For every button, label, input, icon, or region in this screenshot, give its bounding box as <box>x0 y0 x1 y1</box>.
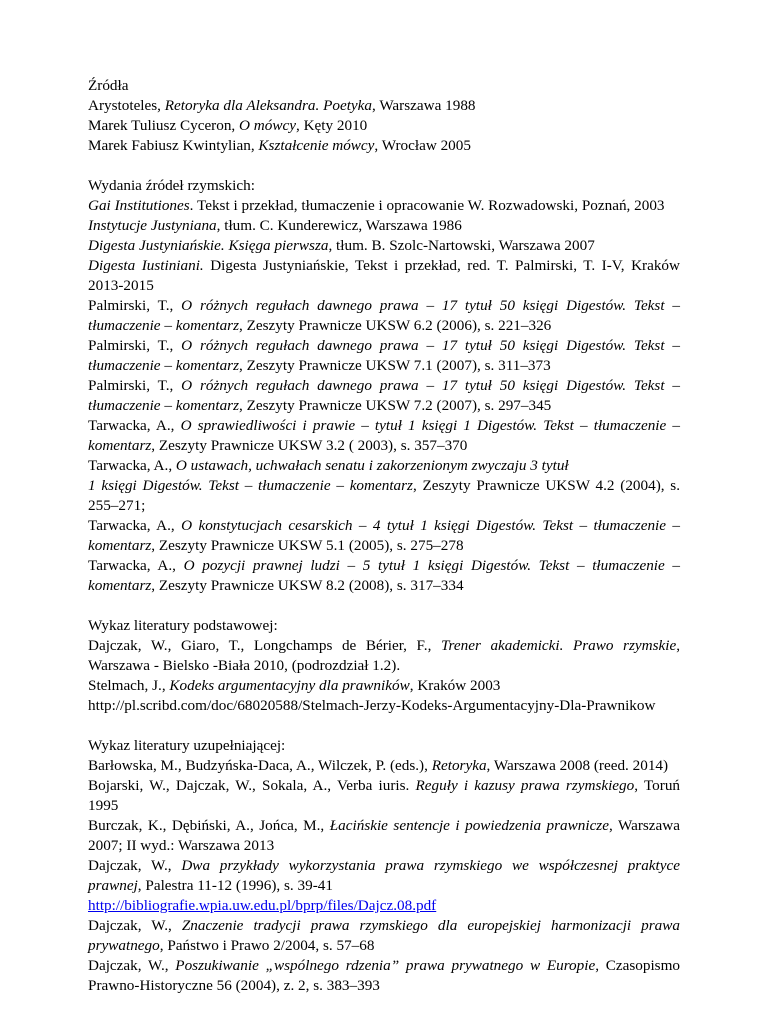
bibliography-entry <box>88 96 680 116</box>
entry-text: , Toruń 1995 <box>88 777 681 814</box>
bibliography-entry <box>88 896 680 916</box>
entry-text: Dajczak, W., <box>88 857 182 874</box>
entry-text: Dajczak, W., <box>88 917 182 934</box>
entry-title: O ustawach, uchwałach senatu i zakorzenionym zwyczaju 3 tytuł <box>175 457 569 474</box>
bibliography-entry <box>88 816 680 856</box>
entry-title: Dwa przykłady wykorzystania prawa rzymskiego we współczesnej praktyce prawnej <box>88 857 680 894</box>
entry-title: O pozycji prawnej ludzi – 5 tytuł 1 księgi Digestów. Tekst – tłumaczenie – komentarz <box>88 557 680 594</box>
entry-title: O różnych regułach dawnego prawa – 17 tytuł 50 księgi Digestów. Tekst – tłumaczenie – komentarz <box>88 297 680 334</box>
entry-text: , Warszawa 2007; II wyd.: Warszawa 2013 <box>88 817 680 854</box>
entry-text: , Zeszyty Prawnicze UKSW 7.2 (2007), s. 297–345 <box>239 397 552 414</box>
entry-text: , Czasopismo Prawno-Historyczne 56 (2004), z. 2, s. 383–393 <box>88 957 680 994</box>
entry-text: , Kraków 2003 <box>409 677 501 694</box>
entry-text: , tłum. C. Kunderewicz, Warszawa 1986 <box>216 217 462 234</box>
entry-text: , Zeszyty Prawnicze UKSW 7.1 (2007), s. 311–373 <box>239 357 551 374</box>
bibliography-entry <box>88 556 680 596</box>
entry-text: Marek Fabiusz Kwintylian, <box>88 137 259 154</box>
entry-text: Dajczak, W., Giaro, T., Longchamps de Bérier, F., <box>88 637 441 654</box>
entry-text: Stelmach, J., <box>88 677 170 694</box>
entry-text: , Państwo i Prawo 2/2004, s. 57–68 <box>159 937 375 954</box>
bibliography-entry <box>88 456 680 516</box>
bibliography-entry <box>88 756 680 776</box>
bibliography-entry <box>88 636 680 676</box>
entry-text: Digesta Justyniańskie, Tekst i przekład, red. T. Palmirski, T. I-V, Kraków 2013-2015 <box>88 257 680 294</box>
bibliography-entry <box>88 336 680 376</box>
bibliography-entry <box>88 856 680 896</box>
entry-text: Palmirski, T., <box>88 377 182 394</box>
entry-title: O mówcy <box>239 117 296 134</box>
entry-title: Retoryka <box>431 757 487 774</box>
entry-text: Tarwacka, A., <box>88 417 181 434</box>
entry-title: Poszukiwanie „wspólnego rdzenia” prawa prywatnego w Europie <box>175 957 596 974</box>
bibliography-entry <box>88 416 680 456</box>
section-heading: Wykaz literatury uzupełniającej: <box>88 737 286 754</box>
document-page <box>88 76 680 1016</box>
entry-text: Tarwacka, A., <box>88 457 176 474</box>
entry-text: Dajczak, W., <box>88 957 176 974</box>
entry-text: , tłum. B. Szolc-Nartowski, Warszawa 2007 <box>328 237 595 254</box>
entry-text: , Warszawa 1988 <box>372 97 476 114</box>
entry-text: Arystoteles, <box>88 97 165 114</box>
entry-title: Digesta Justyniańskie. Księga pierwsza <box>88 237 329 254</box>
entry-text: . Tekst i przekład, tłumaczenie i opracowanie W. Rozwadowski, Poznań, 2003 <box>189 197 665 214</box>
entry-title: Kodeks argumentacyjny dla prawników <box>169 677 410 694</box>
bibliography-entry <box>88 136 680 156</box>
entry-text: , Zeszyty Prawnicze UKSW 6.2 (2006), s. 221–326 <box>239 317 552 334</box>
entry-title: Łacińskie sentencje i powiedzenia prawnicze <box>329 817 609 834</box>
entry-text: , Warszawa 2008 (reed. 2014) <box>486 757 669 774</box>
entry-text: Tarwacka, A., <box>88 517 182 534</box>
entry-title: Retoryka dla Aleksandra. Poetyka <box>164 97 372 114</box>
entry-text: , Zeszyty Prawnicze UKSW 5.1 (2005), s. 275–278 <box>151 537 464 554</box>
entry-text: , Zeszyty Prawnicze UKSW 8.2 (2008), s. 317–334 <box>151 577 464 594</box>
entry-title: O różnych regułach dawnego prawa – 17 tytuł 50 księgi Digestów. Tekst – tłumaczenie – komentarz <box>88 337 680 374</box>
bibliography-entry <box>88 196 680 216</box>
entry-title: Kształcenie mówcy <box>258 137 375 154</box>
bibliography-entry <box>88 696 680 716</box>
entry-text: Barłowska, M., Budzyńska-Daca, A., Wilczek, P. (eds.), <box>88 757 432 774</box>
entry-title: Trener akademicki. Prawo rzymskie <box>440 637 677 654</box>
bibliography-entry <box>88 116 680 136</box>
entry-text: Burczak, K., Dębiński, A., Jońca, M., <box>88 817 330 834</box>
entry-title: Znaczenie tradycji prawa rzymskiego dla europejskiej harmonizacji prawa prywatnego <box>88 917 680 954</box>
entry-text: , Kęty 2010 <box>295 117 368 134</box>
bibliography-entry <box>88 776 680 816</box>
bibliography-entry <box>88 376 680 416</box>
section-heading: Źródła <box>88 77 129 94</box>
entry-title: O różnych regułach dawnego prawa – 17 tytuł 50 księgi Digestów. Tekst – tłumaczenie – komentarz <box>88 377 680 414</box>
entry-text: http://pl.scribd.com/doc/68020588/Stelmach-Jerzy-Kodeks-Argumentacyjny-Dla-Prawnikow <box>88 697 656 714</box>
entry-text: Tarwacka, A., <box>88 557 184 574</box>
bibliography-entry <box>88 676 680 696</box>
entry-text: Bojarski, W., Dajczak, W., Sokala, A., Verba iuris. <box>88 777 416 794</box>
entry-text: Palmirski, T., <box>88 297 182 314</box>
entry-text: Marek Tuliusz Cyceron, <box>88 117 240 134</box>
bibliography-entry <box>88 916 680 956</box>
section <box>88 76 680 156</box>
entry-text: , Warszawa - Bielsko -Biała 2010, (podrozdział 1.2). <box>88 637 680 674</box>
bibliography-entry <box>88 956 680 996</box>
entry-title: Reguły i kazusy prawa rzymskiego <box>415 777 635 794</box>
section <box>88 736 680 996</box>
reference-link[interactable]: http://bibliografie.wpia.uw.edu.pl/bprp/files/Dajcz.08.pdf <box>88 897 437 914</box>
entry-title: O konstytucjach cesarskich – 4 tytuł 1 księgi Digestów. Tekst – tłumaczenie – komentarz <box>88 517 680 554</box>
entry-title: Instytucje Justyniana <box>88 217 217 234</box>
section <box>88 616 680 716</box>
entry-title: Digesta Iustiniani. <box>88 257 204 274</box>
section <box>88 176 680 596</box>
section-heading: Wykaz literatury podstawowej: <box>88 617 278 634</box>
bibliography-entry <box>88 216 680 236</box>
section-heading: Wydania źródeł rzymskich: <box>88 177 255 194</box>
bibliography-entry <box>88 236 680 256</box>
entry-title: 1 księgi Digestów. Tekst – tłumaczenie – komentarz <box>88 477 413 494</box>
entry-title: O sprawiedliwości i prawie – tytuł 1 księgi 1 Digestów. Tekst – tłumaczenie – komentarz <box>88 417 680 454</box>
bibliography-entry <box>88 516 680 556</box>
entry-text: , Palestra 11-12 (1996), s. 39-41 <box>137 877 333 894</box>
entry-text: , Wrocław 2005 <box>374 137 471 154</box>
entry-text: , Zeszyty Prawnicze UKSW 4.2 (2004), s. 255–271; <box>88 477 680 514</box>
bibliography-entry <box>88 296 680 336</box>
bibliography-entry <box>88 256 680 296</box>
entry-text: Palmirski, T., <box>88 337 182 354</box>
entry-title: Gai Institutiones <box>88 197 190 214</box>
entry-text: , Zeszyty Prawnicze UKSW 3.2 ( 2003), s. 357–370 <box>151 437 468 454</box>
